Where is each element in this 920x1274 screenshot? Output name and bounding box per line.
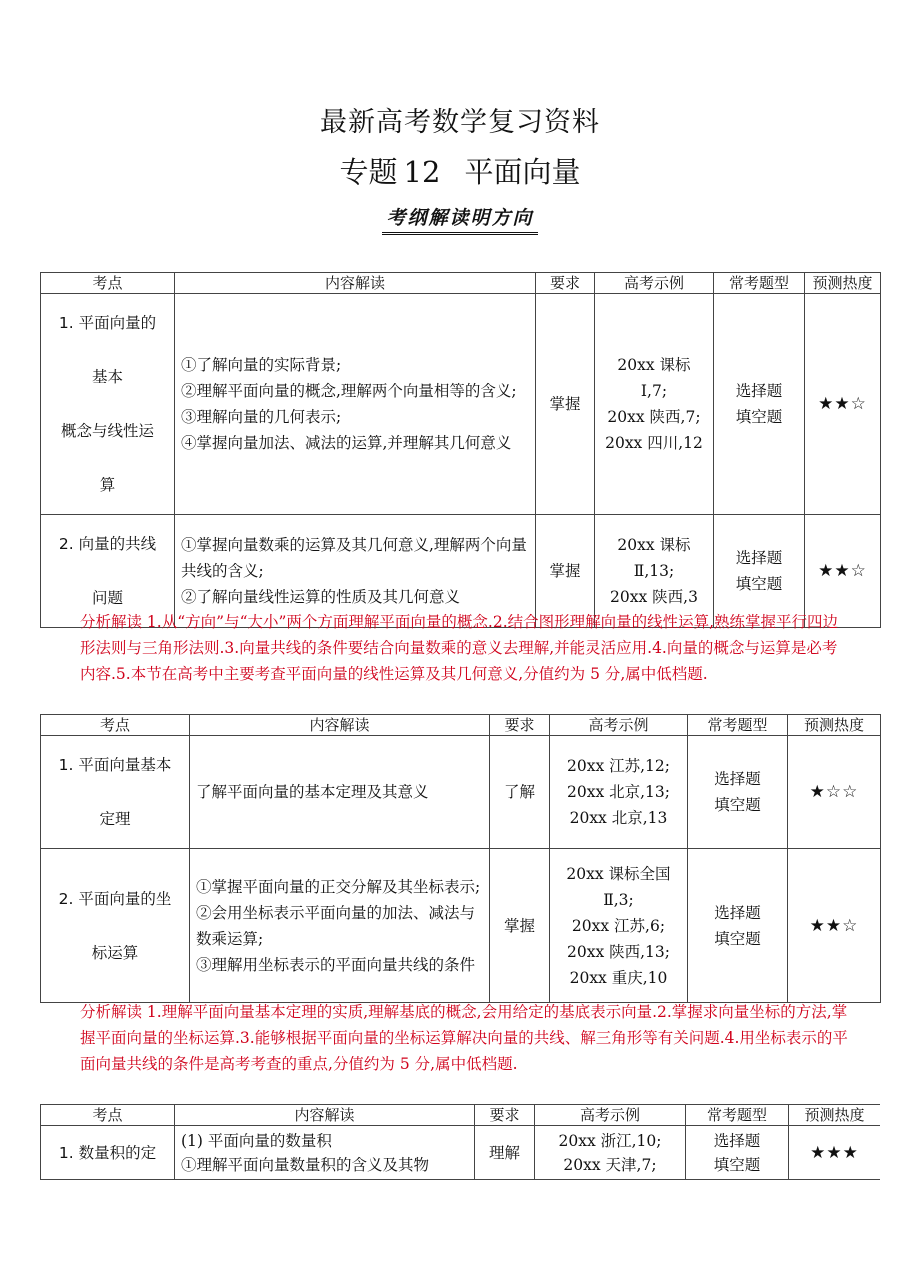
example-line: 20xx 陕西,13;	[566, 942, 670, 961]
type-line: 填空题	[735, 408, 783, 426]
col-header-types: 常考题型	[688, 715, 788, 736]
topic-line: 2. 平面向量的坐	[58, 889, 172, 908]
content-line: ①掌握向量数乘的运算及其几何意义,理解两个向量共线的含义;	[181, 536, 527, 580]
subject-name: 平面向量	[464, 155, 581, 189]
syllabus-table-2	[40, 714, 881, 1003]
heat-rating: ★★☆	[788, 849, 881, 1003]
col-header-requirement: 要求	[536, 273, 595, 294]
topic-cell	[41, 294, 175, 515]
examples-cell	[535, 1126, 686, 1180]
topic-line: 问题	[91, 589, 123, 607]
table-row	[41, 1126, 881, 1180]
subject-heading	[0, 150, 920, 191]
topic-line: 概念与线性运	[60, 422, 154, 440]
types-cell	[714, 294, 805, 515]
topic-cell	[41, 736, 190, 849]
content-line: ③理解向量的几何表示;	[181, 408, 342, 426]
topic-line: 1. 平面向量的	[58, 314, 157, 332]
content-line: ②了解向量线性运算的性质及其几何意义	[181, 588, 461, 606]
topic-line: 1. 平面向量基本	[58, 756, 172, 774]
example-line: Ⅱ,3;	[603, 890, 634, 909]
col-header-topic: 考点	[41, 715, 190, 736]
table-header-row	[41, 1105, 881, 1126]
content-line: ③理解用坐标表示的平面向量共线的条件	[196, 955, 476, 974]
topic-cell	[41, 849, 190, 1003]
col-header-requirement: 要求	[475, 1105, 535, 1126]
col-header-topic: 考点	[41, 1105, 175, 1126]
example-line: Ⅰ,7;	[640, 382, 668, 400]
requirement-cell: 理解	[475, 1126, 535, 1180]
example-line: 20xx 课标全国	[566, 864, 671, 883]
topic-line: 标运算	[91, 943, 139, 962]
heat-rating: ★★☆	[805, 515, 881, 628]
type-line: 填空题	[713, 1155, 761, 1174]
requirement-cell: 掌握	[536, 294, 595, 515]
table-row	[41, 294, 881, 515]
col-header-content: 内容解读	[175, 1105, 475, 1126]
content-cell	[175, 294, 536, 515]
type-line: 选择题	[735, 549, 783, 567]
type-line: 选择题	[713, 1131, 761, 1150]
col-header-heat: 预测热度	[805, 273, 881, 294]
content-line: ②理解平面向量的概念,理解两个向量相等的含义;	[181, 382, 517, 400]
example-line: 20xx 四川,12	[605, 434, 703, 452]
topic-line: 定理	[99, 810, 131, 828]
type-line: 选择题	[735, 382, 783, 400]
col-header-requirement: 要求	[490, 715, 550, 736]
topic-line: 2. 向量的共线	[58, 535, 157, 553]
content-cell	[175, 1126, 475, 1180]
type-line: 填空题	[735, 575, 783, 593]
example-line: 20xx 重庆,10	[569, 968, 668, 987]
content-cell	[190, 736, 490, 849]
types-cell	[688, 736, 788, 849]
col-header-examples: 高考示例	[535, 1105, 686, 1126]
content-line: ①掌握平面向量的正交分解及其坐标表示;	[196, 877, 481, 896]
analysis-paragraph-1: 分析解读 1.从“方向”与“大小”两个方面理解平面向量的概念.2.结合图形理解向量的线性运算,熟练掌握平行四边形法则与三角形法则.3.向量共线的条件要结合向量数乘的意义去理解,并能灵活应用.4.向量的概念与运算是必考内容.5.本节在高考中主要考查平面向量的线性运算及其几何意义,分值约为 5 分,属中低档题.	[80, 613, 839, 683]
heat-rating: ★★★	[789, 1126, 881, 1180]
type-line: 填空题	[714, 796, 761, 814]
examples-cell	[550, 736, 688, 849]
content-line: 了解平面向量的基本定理及其意义	[196, 783, 429, 801]
content-cell	[190, 849, 490, 1003]
requirement-cell: 掌握	[536, 515, 595, 628]
heat-rating: ★★☆	[805, 294, 881, 515]
heat-rating: ★☆☆	[788, 736, 881, 849]
content-line: ①理解平面向量数量积的含义及其物	[181, 1155, 430, 1174]
content-line: ①了解向量的实际背景;	[181, 356, 342, 374]
section-subtitle-text: 考纲解读明方向	[382, 203, 537, 235]
topic-line: 基本	[91, 368, 123, 386]
subject-prefix: 专题	[339, 155, 398, 189]
content-line: ④掌握向量加法、减法的运算,并理解其几何意义	[181, 434, 512, 452]
types-cell	[688, 849, 788, 1003]
col-header-heat: 预测热度	[788, 715, 881, 736]
examples-cell	[550, 849, 688, 1003]
syllabus-table-3	[40, 1104, 880, 1180]
example-line: Ⅱ,13;	[633, 562, 675, 580]
analysis-paragraph-2: 分析解读 1.理解平面向量基本定理的实质,理解基底的概念,会用给定的基底表示向量.2.掌握求向量坐标的方法,掌握平面向量的坐标运算.3.能够根据平面向量的坐标运算解决向量的共线、解三角形等有关问题.4.用坐标表示的平面向量共线的条件是高考考查的重点,分值约为 5 分,属中低档题.	[80, 1003, 848, 1073]
example-line: 20xx 江苏,12;	[566, 757, 670, 775]
example-line: 20xx 浙江,10;	[558, 1131, 662, 1150]
example-line: 20xx 天津,7;	[563, 1155, 657, 1174]
col-header-types: 常考题型	[686, 1105, 789, 1126]
col-header-heat: 预测热度	[789, 1105, 881, 1126]
example-line: 20xx 北京,13	[569, 809, 668, 827]
example-line: 20xx 北京,13;	[566, 783, 670, 801]
col-header-content: 内容解读	[175, 273, 536, 294]
type-line: 填空题	[714, 929, 761, 948]
col-header-types: 常考题型	[714, 273, 805, 294]
topic-line: 算	[99, 476, 116, 494]
col-header-topic: 考点	[41, 273, 175, 294]
type-line: 选择题	[714, 770, 761, 788]
syllabus-table-3-viewport	[40, 1104, 880, 1180]
table-row	[41, 736, 881, 849]
example-line: 20xx 陕西,7;	[607, 408, 701, 426]
col-header-examples: 高考示例	[550, 715, 688, 736]
subject-number: 12	[403, 155, 441, 189]
example-line: 20xx 课标	[617, 356, 691, 374]
content-line: (1) 平面向量的数量积	[181, 1131, 332, 1150]
requirement-cell: 掌握	[490, 849, 550, 1003]
col-header-content: 内容解读	[190, 715, 490, 736]
requirement-cell: 了解	[490, 736, 550, 849]
example-line: 20xx 陕西,3	[610, 588, 698, 606]
content-line: ②会用坐标表示平面向量的加法、减法与数乘运算;	[196, 903, 476, 948]
types-cell	[686, 1126, 789, 1180]
topic-cell: 1. 数量积的定	[41, 1126, 175, 1180]
examples-cell	[595, 294, 714, 515]
table-header-row	[41, 715, 881, 736]
table-header-row	[41, 273, 881, 294]
document-title: 最新高考数学复习资料	[320, 107, 600, 138]
section-subtitle	[0, 203, 920, 235]
syllabus-table-1	[40, 272, 881, 628]
example-line: 20xx 江苏,6;	[571, 916, 666, 935]
col-header-examples: 高考示例	[595, 273, 714, 294]
example-line: 20xx 课标	[617, 536, 691, 554]
type-line: 选择题	[714, 903, 761, 922]
table-row	[41, 849, 881, 1003]
